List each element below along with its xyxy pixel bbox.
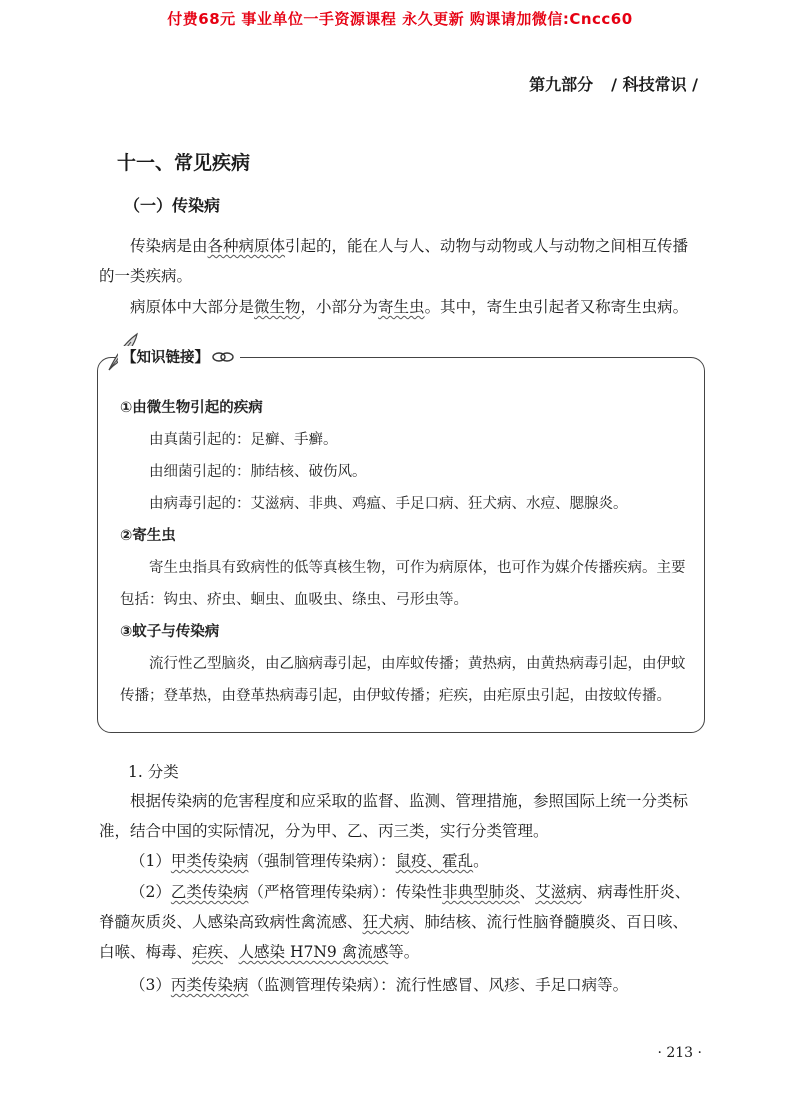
underlined-term: 疟疾 (192, 943, 224, 961)
page-number: · 213 · (657, 1045, 702, 1061)
class-c-item: （3）丙类传染病（监测管理传染病）：流行性感冒、风疹、手足口病等。 (130, 976, 629, 994)
classification-intro: 根据传染病的危害程度和应采取的监督、监测、管理措施，参照国际上统一分类标准，结合中国的实际情况，分为甲、乙、丙三类，实行分类管理。 (99, 792, 689, 840)
knowledge-link-content (120, 392, 688, 712)
header-part: 第九部分 (529, 75, 594, 94)
underlined-term: 非典型肺炎 (442, 883, 520, 901)
box-line-virus: 由病毒引起的：艾滋病、非典、鸡瘟、手足口病、狂犬病、水痘、腮腺炎。 (149, 496, 628, 512)
header-section: / 科技常识 / (611, 75, 698, 94)
box-text-mosquitoes: 流行性乙型脑炎，由乙脑病毒引起，由库蚊传播；黄热病，由黄热病毒引起，由伊蚊传播；登革热，由登革热病毒引起，由伊蚊传播；疟疾，由疟原虫引起，由按蚊传播。 (120, 656, 686, 704)
intro-paragraph-1: 传染病是由各种病原体引起的，能在人与人、动物与动物或人与动物之间相互传播的一类疾病。 (99, 237, 689, 285)
underlined-term: 乙类传染病 (170, 883, 249, 901)
underlined-term: 人感染 H7N9 禽流感 (238, 943, 389, 961)
class-b-item: （2）乙类传染病（严格管理传染病）：传染性非典型肺炎、艾滋病、病毒性肝炎、脊髓灰质炎、人感染高致病性禽流感、狂犬病、肺结核、流行性脑脊髓膜炎、百日咳、白喉、梅毒、疟疾、人感染 H7N9 禽流感等。 (99, 883, 691, 961)
box-line-bacteria: 由细菌引起的：肺结核、破伤风。 (149, 464, 367, 480)
subsection-title: （一）传染病 (124, 196, 221, 215)
underlined-term: 各种病原体 (207, 237, 286, 255)
class-a-item: （1）甲类传染病（强制管理传染病）：鼠疫、霍乱。 (130, 852, 489, 870)
box-heading-microbes: ①由微生物引起的疾病 (120, 400, 263, 416)
underlined-term: 狂犬病 (362, 913, 410, 931)
box-text-parasites: 寄生虫指具有致病性的低等真核生物，可作为病原体，也可作为媒介传播疾病。主要包括：钩虫、疥虫、蛔虫、血吸虫、绦虫、弓形虫等。 (120, 560, 686, 608)
box-heading-parasites: ②寄生虫 (120, 528, 176, 544)
underlined-term: 甲类传染病 (170, 852, 249, 870)
underlined-term: 寄生虫 (378, 298, 425, 316)
watermark-banner: 付费68元 事业单位一手资源课程 永久更新 购课请加微信:Cncc60 (167, 10, 633, 28)
classification-heading: 1. 分类 (128, 763, 179, 781)
intro-paragraph-2: 病原体中大部分是微生物，小部分为寄生虫。其中，寄生虫引起者又称寄生虫病。 (130, 298, 689, 316)
knowledge-link-label: 【知识链接】 (118, 346, 240, 367)
underlined-term: 鼠疫、霍乱 (395, 852, 474, 870)
box-line-fungi: 由真菌引起的：足癣、手癣。 (149, 432, 338, 448)
running-header (529, 72, 704, 95)
underlined-term: 丙类传染病 (170, 976, 249, 994)
underlined-term: 微生物 (254, 298, 301, 316)
box-heading-mosquitoes: ③蚊子与传染病 (120, 624, 220, 640)
underlined-term: 艾滋病 (535, 883, 582, 901)
section-title: 十一、常见疾病 (117, 152, 251, 174)
chain-link-icon (212, 351, 234, 363)
